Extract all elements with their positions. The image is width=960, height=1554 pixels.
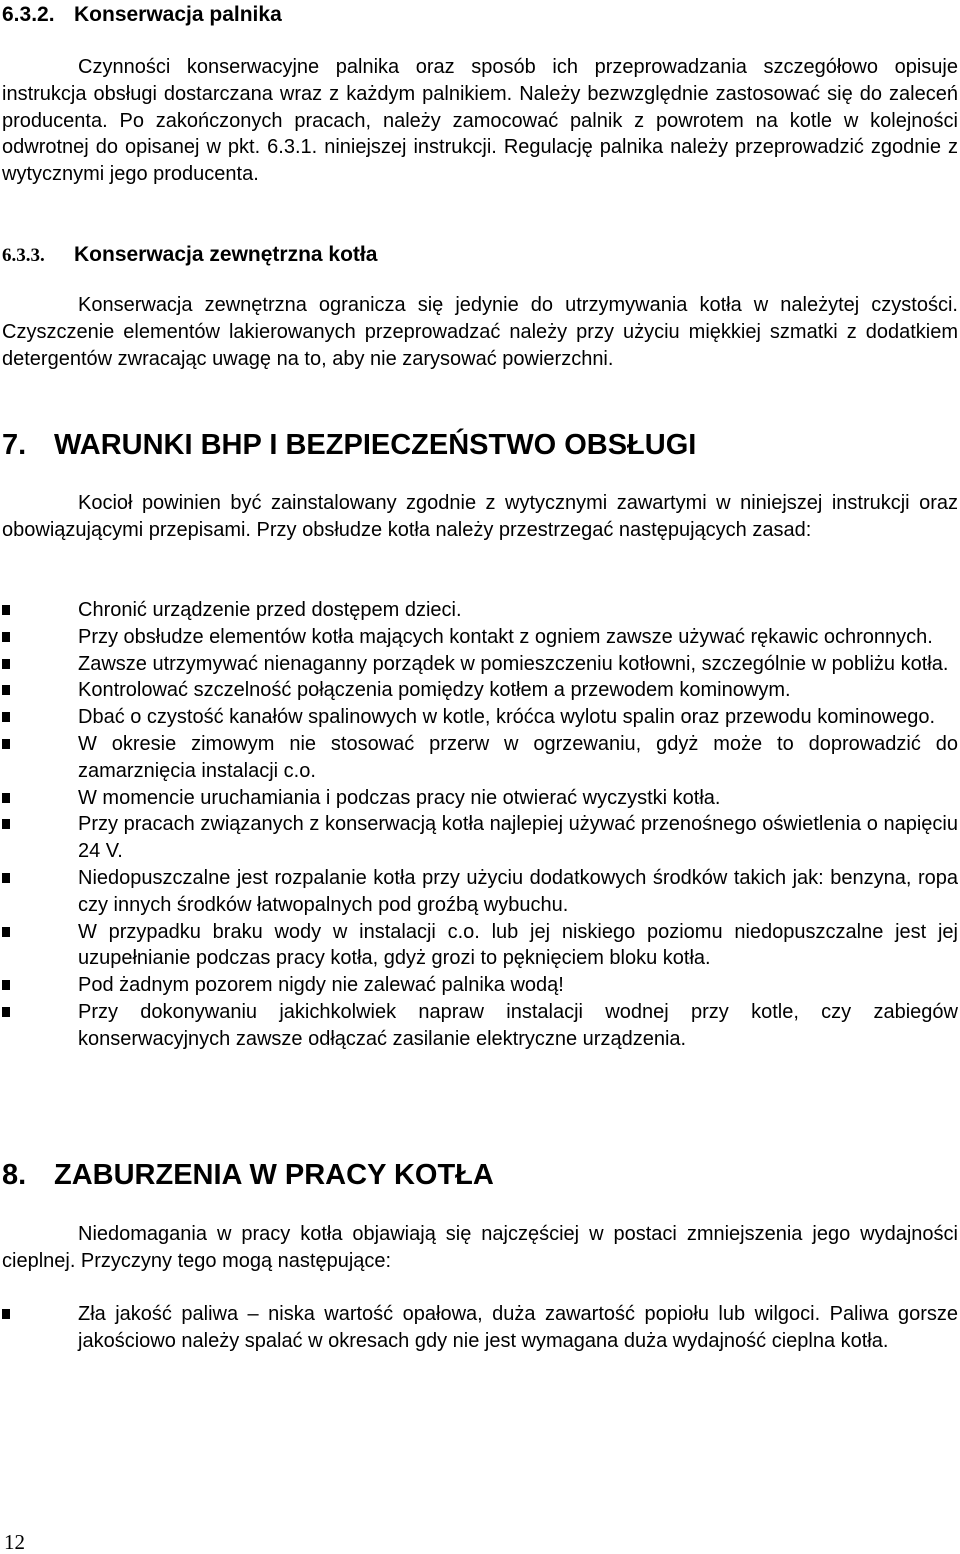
section-title: Konserwacja palnika [74,3,282,26]
section-8-heading [2,1158,494,1192]
list-item: Przy pracach związanych z konserwacją kotła najlepiej używać przenośnego oświetlenia o napięciu 24 V. [2,811,958,865]
square-bullet-icon [2,927,10,937]
section-6-3-2-paragraph: Czynności konserwacyjne palnika oraz sposób ich przeprowadzania szczegółowo opisuje instrukcja obsługi dostarczana wraz z każdym palnikiem. Należy bezwzględnie zastosować się do zaleceń producenta. Po zakończonych pracach, należy zamocować palnik z powrotem na kotle w kolejności odwrotnej do opisanej w pkt. 6.3.1. niniejszej instrukcji. Regulację palnika należy przeprowadzić zgodnie z wytycznymi jego producenta. [2,56,958,186]
list-item: W okresie zimowym nie stosować przerw w ogrzewaniu, gdyż może to doprowadzić do zamarznięcia instalacji c.o. [2,731,958,785]
list-item: Dbać o czystość kanałów spalinowych w kotle, króćca wylotu spalin oraz przewodu kominowego. [2,704,958,731]
section-title: ZABURZENIA W PRACY KOTŁA [54,1159,494,1191]
section-title: WARUNKI BHP I BEZPIECZEŃSTWO OBSŁUGI [54,429,697,461]
square-bullet-icon [2,632,10,642]
square-bullet-icon [2,819,10,829]
square-bullet-icon [2,659,10,669]
square-bullet-icon [2,980,10,990]
square-bullet-icon [2,873,10,883]
safety-rules-list [2,597,958,1053]
page-number: 12 [4,1530,25,1554]
list-item: Zła jakość paliwa – niska wartość opałowa, duża zawartość popiołu lub wilgoci. Paliwa gorsze jakościowo należy spalać w okresach gdy nie jest wymagana duża wydajność cieplna kotła. [2,1301,958,1355]
square-bullet-icon [2,793,10,803]
square-bullet-icon [2,605,10,615]
list-item: Niedopuszczalne jest rozpalanie kotła przy użyciu dodatkowych środków takich jak: benzyna, ropa czy innych środków łatwopalnych pod groźbą wybuchu. [2,865,958,919]
section-6-3-2-heading [2,2,282,28]
square-bullet-icon [2,739,10,749]
list-item: W momencie uruchamiania i podczas pracy nie otwierać wyczystki kotła. [2,785,958,812]
causes-list [2,1301,958,1355]
section-7-heading [2,428,696,462]
section-number: 6.3.3. [2,245,45,266]
square-bullet-icon [2,1007,10,1017]
list-item: Chronić urządzenie przed dostępem dzieci. [2,597,958,624]
list-item: Przy dokonywaniu jakichkolwiek napraw instalacji wodnej przy kotle, czy zabiegów konserwacyjnych zawsze odłączać zasilanie elektryczne urządzenia. [2,999,958,1053]
section-8-paragraph: Niedomagania w pracy kotła objawiają się najczęściej w postaci zmniejszenia jego wydajności cieplnej. Przyczyny tego mogą następujące: [2,1223,958,1272]
list-item: Kontrolować szczelność połączenia pomiędzy kotłem a przewodem kominowym. [2,677,958,704]
section-title: Konserwacja zewnętrzna kotła [74,243,378,266]
section-number: 7. [2,429,27,461]
list-item: Pod żadnym pozorem nigdy nie zalewać palnika wodą! [2,972,958,999]
list-item: W przypadku braku wody w instalacji c.o. lub jej niskiego poziomu niedopuszczalne jest jej uzupełnianie podczas pracy kotła, gdyż grozi to pęknięciem bloku kotła. [2,919,958,973]
section-6-3-3-heading [2,242,377,269]
square-bullet-icon [2,712,10,722]
section-6-3-3-paragraph: Konserwacja zewnętrzna ogranicza się jedynie do utrzymywania kotła w należytej czystości. Czyszczenie elementów lakierowanych przeprowadzać należy przy użyciu miękkiej szmatki z dodatkiem detergentów zwracając uwagę na to, aby nie zarysować powierzchni. [2,294,958,370]
list-item: Zawsze utrzymywać nienaganny porządek w pomieszczeniu kotłowni, szczególnie w pobliżu kotła. [2,651,958,678]
section-number: 8. [2,1159,27,1191]
list-item: Przy obsłudze elementów kotła mających kontakt z ogniem zawsze używać rękawic ochronnych. [2,624,958,651]
section-number: 6.3.2. [2,3,55,26]
section-7-paragraph: Kocioł powinien być zainstalowany zgodnie z wytycznymi zawartymi w niniejszej instrukcji oraz obowiązującymi przepisami. Przy obsłudze kotła należy przestrzegać następujących zasad: [2,492,958,541]
square-bullet-icon [2,685,10,695]
square-bullet-icon [2,1309,10,1319]
